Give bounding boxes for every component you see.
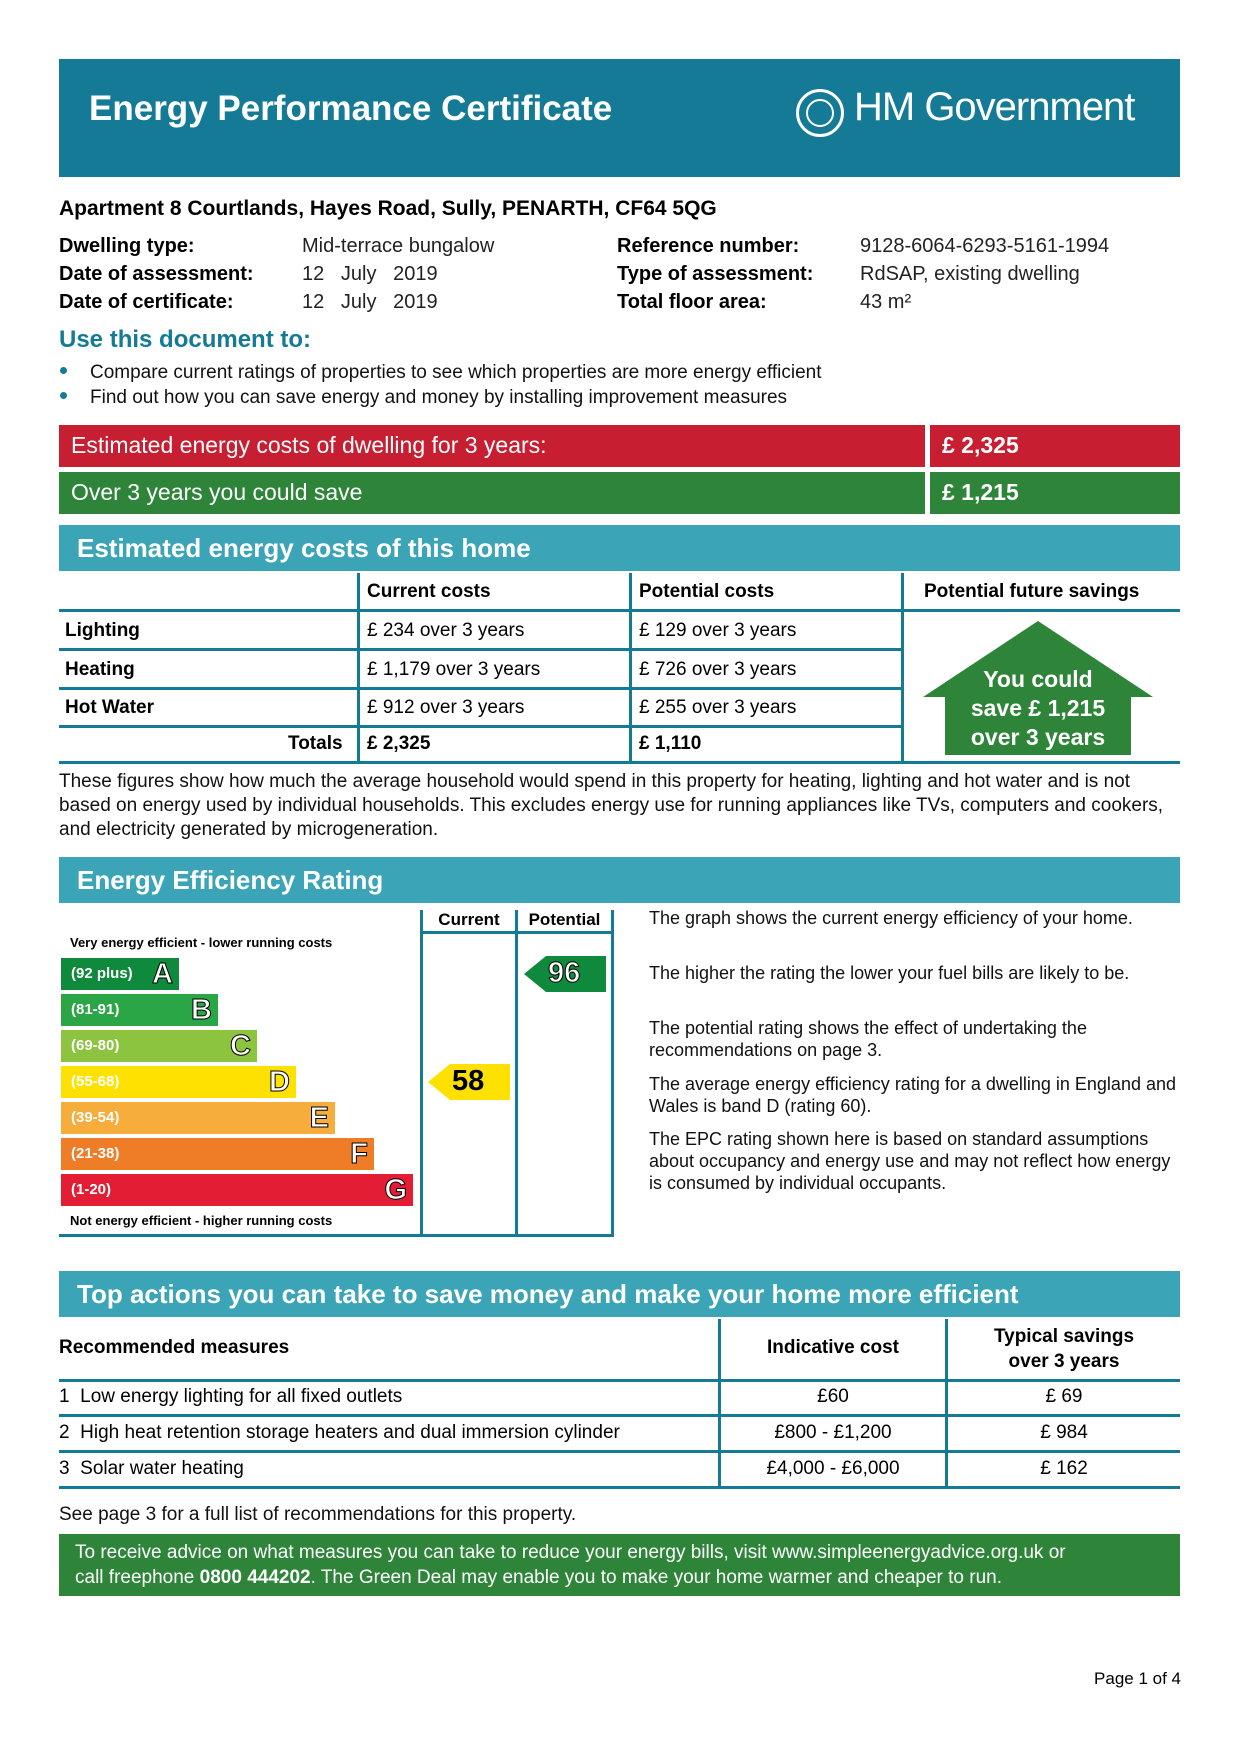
floor-area-label: Total floor area: bbox=[617, 291, 767, 313]
rating-section-title: Energy Efficiency Rating bbox=[77, 865, 384, 895]
measure-text: High heat retention storage heaters and dual immersion cylinder bbox=[80, 1422, 620, 1443]
save-value: £ 1,215 bbox=[942, 479, 1019, 505]
estimated-costs-value-box bbox=[930, 425, 1180, 467]
table-bottom-rule bbox=[59, 761, 1180, 764]
col-typical-savings-line1: Typical savings bbox=[993, 1326, 1135, 1347]
row-label-heating: Heating bbox=[65, 659, 135, 680]
estimated-costs-value: £ 2,325 bbox=[942, 432, 1019, 458]
advice-line-1: To receive advice on what measures you can take to reduce your energy bills, visit www.simpleenergyadvice.org.uk or bbox=[75, 1542, 1066, 1563]
rating-band-letter: B bbox=[191, 994, 212, 1026]
header-rule bbox=[59, 1379, 1180, 1382]
rating-paragraph: The EPC rating shown here is based on standard assumptions about occupancy and energy use and may not reflect how energy is consumed by individual occupants. bbox=[649, 1129, 1171, 1193]
rating-band-d bbox=[61, 1066, 296, 1098]
row-rule bbox=[59, 1450, 1180, 1453]
date-certificate-label: Date of certificate: bbox=[59, 291, 234, 313]
save-band bbox=[59, 472, 925, 514]
certificate-header bbox=[59, 59, 1180, 177]
col-typical-savings-line2: over 3 years bbox=[1008, 1351, 1120, 1372]
col-potential-costs: Potential costs bbox=[639, 581, 775, 602]
reference-label: Reference number: bbox=[617, 235, 800, 257]
date-certificate-value: 12 July 2019 bbox=[302, 291, 438, 313]
save-value-box bbox=[930, 472, 1180, 514]
dwelling-type-label: Dwelling type: bbox=[59, 235, 195, 257]
rating-band-a bbox=[61, 958, 179, 990]
totals-potential: £ 1,110 bbox=[639, 733, 702, 754]
advice-banner bbox=[59, 1534, 1180, 1596]
current-rating-value: 58 bbox=[452, 1065, 485, 1097]
rating-band-range: (1-20) bbox=[71, 1181, 112, 1198]
page-title: Energy Performance Certificate bbox=[89, 89, 613, 128]
row-label-hot-water: Hot Water bbox=[65, 697, 155, 718]
col-typical-savings bbox=[948, 1324, 1180, 1374]
column-divider bbox=[357, 573, 360, 763]
costs-section-header bbox=[59, 525, 1180, 571]
measure-row bbox=[59, 1386, 402, 1408]
estimated-costs-label: Estimated energy costs of dwelling for 3 years: bbox=[71, 432, 547, 458]
measure-number: 2 bbox=[59, 1422, 70, 1443]
measure-saving: £ 984 bbox=[1040, 1422, 1088, 1443]
column-divider bbox=[901, 573, 904, 763]
freephone-number[interactable]: 0800 444202 bbox=[199, 1567, 311, 1588]
measure-cost: £4,000 - £6,000 bbox=[766, 1458, 900, 1479]
rating-paragraph: The average energy efficiency rating for a dwelling in England and Wales is band D (rating 60). bbox=[649, 1074, 1177, 1116]
costs-note: These figures show how much the average household would spend in this property for heating, lighting and hot water and is not based on energy used by individual households. This excludes energy use for running appliances like TVs, computers and cookers, and electricity generated by microgeneration. bbox=[59, 771, 1164, 840]
savings-arrow-text bbox=[918, 665, 1158, 752]
advice-text-part: . The Green Deal may enable you to make your home warmer and cheaper to run. bbox=[310, 1567, 1003, 1588]
date-assessment-value: 12 July 2019 bbox=[302, 263, 438, 285]
very-efficient-note: Very energy efficient - lower running costs bbox=[70, 935, 333, 950]
bullet-item: Find out how you can save energy and money by installing improvement measures bbox=[90, 387, 788, 408]
col-current-rating: Current bbox=[438, 910, 500, 929]
chart-frame-line bbox=[515, 910, 518, 1237]
reference-value: 9128-6064-6293-5161-1994 bbox=[860, 235, 1110, 257]
royal-crest-icon bbox=[796, 89, 844, 137]
rating-band-letter: E bbox=[309, 1102, 329, 1134]
rating-band-letter: F bbox=[350, 1138, 368, 1170]
col-recommended-measures: Recommended measures bbox=[59, 1337, 290, 1358]
lighting-potential: £ 129 over 3 years bbox=[639, 620, 797, 641]
hm-government-logo: HM Government bbox=[854, 85, 1135, 129]
rating-band-range: (55-68) bbox=[71, 1073, 120, 1090]
measure-row bbox=[59, 1422, 620, 1444]
rating-band-letter: G bbox=[384, 1174, 407, 1206]
date-assessment-label: Date of assessment: bbox=[59, 263, 254, 285]
rating-band-f bbox=[61, 1138, 374, 1170]
rating-band-range: (69-80) bbox=[71, 1037, 120, 1054]
column-divider bbox=[629, 573, 632, 763]
rating-paragraph: The higher the rating the lower your fuel bills are likely to be. bbox=[649, 963, 1130, 983]
measure-text: Low energy lighting for all fixed outlets bbox=[80, 1386, 403, 1407]
rating-band-b bbox=[61, 994, 218, 1026]
rating-paragraph: The graph shows the current energy efficiency of your home. bbox=[649, 908, 1133, 928]
see-page-note: See page 3 for a full list of recommendations for this property. bbox=[59, 1504, 577, 1525]
rating-band-letter: D bbox=[269, 1066, 290, 1098]
bullet-icon bbox=[60, 367, 67, 374]
measure-number: 3 bbox=[59, 1458, 70, 1479]
floor-area-value: 43 m² bbox=[860, 291, 912, 313]
estimated-costs-band bbox=[59, 425, 925, 467]
costs-section-title: Estimated energy costs of this home bbox=[77, 533, 531, 563]
rating-band-c bbox=[61, 1030, 257, 1062]
rating-band-letter: A bbox=[152, 958, 173, 990]
col-current-costs: Current costs bbox=[367, 581, 491, 602]
col-future-savings: Potential future savings bbox=[924, 581, 1140, 602]
rating-section-header bbox=[59, 857, 1180, 903]
hot-water-potential: £ 255 over 3 years bbox=[639, 697, 797, 718]
bullet-item: Compare current ratings of properties to see which properties are more energy efficient bbox=[90, 362, 822, 383]
rating-band-range: (39-54) bbox=[71, 1109, 120, 1126]
row-rule bbox=[59, 1414, 1180, 1417]
measure-cost: £60 bbox=[817, 1386, 849, 1407]
measure-number: 1 bbox=[59, 1386, 70, 1407]
rating-band-range: (21-38) bbox=[71, 1145, 120, 1162]
chart-frame-line bbox=[59, 1234, 614, 1237]
rating-band-range: (92 plus) bbox=[71, 965, 133, 982]
row-label-lighting: Lighting bbox=[65, 620, 140, 641]
header-rule bbox=[59, 609, 1180, 612]
heating-potential: £ 726 over 3 years bbox=[639, 659, 797, 680]
row-rule bbox=[59, 648, 901, 651]
actions-section-header bbox=[59, 1271, 1180, 1317]
row-rule bbox=[59, 687, 901, 690]
measure-row bbox=[59, 1458, 244, 1480]
rating-band-e bbox=[61, 1102, 335, 1134]
arrow-line-3: over 3 years bbox=[970, 724, 1106, 750]
actions-section-title: Top actions you can take to save money and make your home more efficient bbox=[77, 1279, 1019, 1309]
potential-rating-value: 96 bbox=[548, 957, 581, 989]
measure-saving: £ 69 bbox=[1045, 1386, 1083, 1407]
chart-frame-line bbox=[420, 931, 614, 934]
col-indicative-cost: Indicative cost bbox=[767, 1337, 899, 1358]
advice-line-2 bbox=[75, 1565, 1066, 1590]
totals-label: Totals bbox=[288, 733, 343, 754]
advice-text-part: call freephone bbox=[75, 1567, 200, 1588]
page-number: Page 1 of 4 bbox=[1094, 1669, 1181, 1688]
rating-paragraph: The potential rating shows the effect of undertaking the recommendations on page 3. bbox=[649, 1018, 1087, 1060]
bullet-icon bbox=[60, 392, 67, 399]
rating-band-letter: C bbox=[230, 1030, 251, 1062]
assessment-type-label: Type of assessment: bbox=[617, 263, 814, 285]
dwelling-type-value: Mid-terrace bungalow bbox=[302, 235, 495, 257]
table-bottom-rule bbox=[59, 1486, 1180, 1489]
arrow-line-1: You could bbox=[983, 666, 1093, 692]
totals-current: £ 2,325 bbox=[367, 733, 431, 754]
measure-text: Solar water heating bbox=[80, 1458, 244, 1479]
row-rule bbox=[59, 725, 901, 728]
chart-frame-line bbox=[611, 910, 614, 1237]
not-efficient-note: Not energy efficient - higher running costs bbox=[70, 1213, 333, 1228]
measure-saving: £ 162 bbox=[1040, 1458, 1088, 1479]
rating-band-g bbox=[61, 1174, 413, 1206]
assessment-type-value: RdSAP, existing dwelling bbox=[860, 263, 1080, 285]
lighting-current: £ 234 over 3 years bbox=[367, 620, 525, 641]
chart-frame-line bbox=[420, 910, 423, 1237]
potential-rating-arrow bbox=[524, 956, 606, 997]
rating-band-range: (81-91) bbox=[71, 1001, 120, 1018]
advice-text bbox=[75, 1540, 1066, 1590]
save-label: Over 3 years you could save bbox=[71, 479, 363, 505]
property-address: Apartment 8 Courtlands, Hayes Road, Sully, PENARTH, CF64 5QG bbox=[59, 197, 717, 220]
col-potential-rating: Potential bbox=[528, 910, 601, 929]
measure-cost: £800 - £1,200 bbox=[774, 1422, 892, 1443]
heating-current: £ 1,179 over 3 years bbox=[367, 659, 541, 680]
hot-water-current: £ 912 over 3 years bbox=[367, 697, 525, 718]
use-document-heading: Use this document to: bbox=[59, 326, 312, 353]
arrow-line-2: save £ 1,215 bbox=[970, 695, 1106, 721]
current-rating-arrow bbox=[428, 1064, 510, 1105]
